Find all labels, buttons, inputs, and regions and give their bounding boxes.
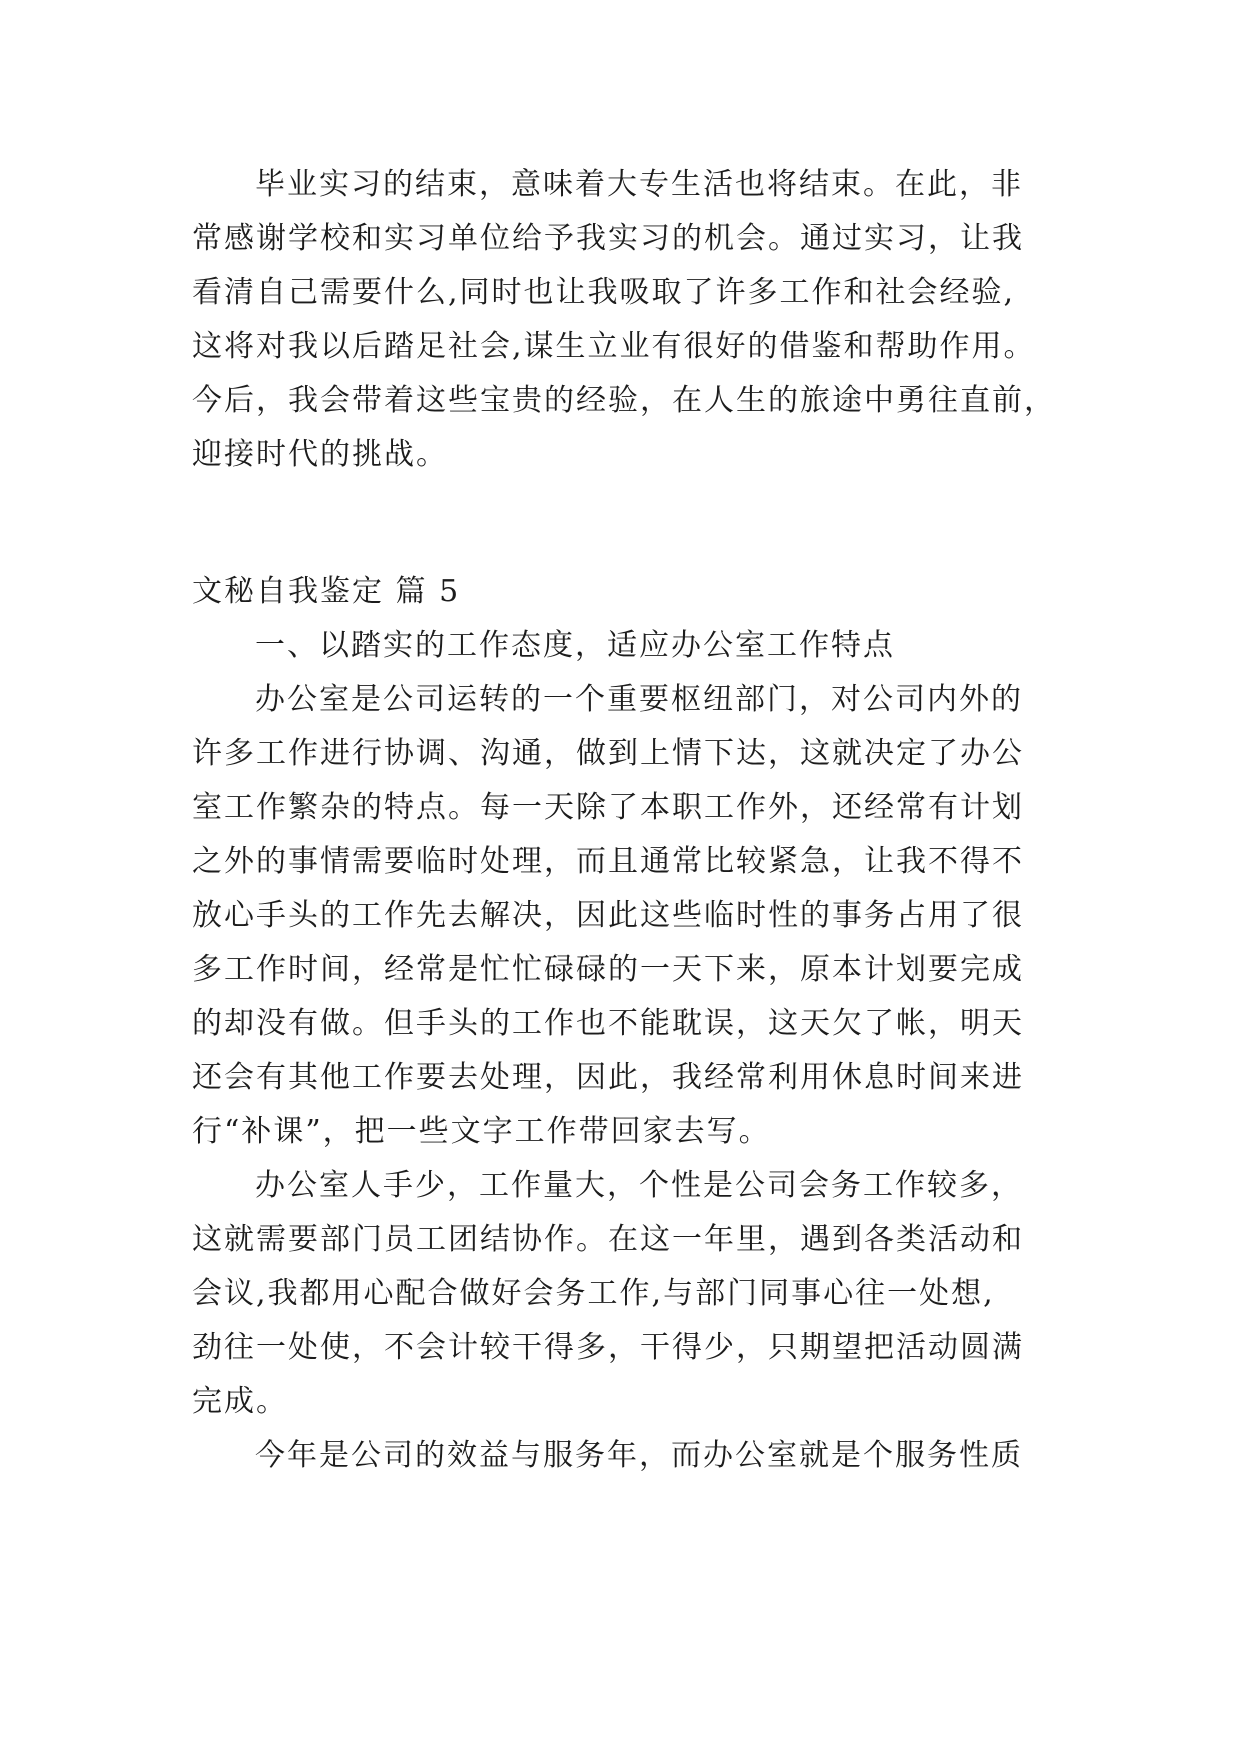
paragraph-line: 放心手头的工作先去解决，因此这些临时性的事务占用了很 — [192, 898, 1024, 933]
paragraph-line: 室工作繁杂的特点。每一天除了本职工作外，还经常有计划 — [192, 790, 1024, 825]
subheading: 一、以踏实的工作态度，适应办公室工作特点 — [255, 628, 895, 663]
paragraph-line: 今年是公司的效益与服务年，而办公室就是个服务性质 — [255, 1438, 1023, 1473]
paragraph-line: 之外的事情需要临时处理，而且通常比较紧急，让我不得不 — [192, 844, 1024, 879]
paragraph-line: 办公室人手少，工作量大，个性是公司会务工作较多， — [255, 1168, 1023, 1203]
paragraph-line: 这将对我以后踏足社会,谋生立业有很好的借鉴和帮助作用。 — [192, 329, 1036, 364]
paragraph-line: 还会有其他工作要去处理，因此，我经常利用休息时间来进 — [192, 1060, 1024, 1095]
paragraph-line: 看清自己需要什么,同时也让我吸取了许多工作和社会经验, — [192, 275, 1016, 310]
paragraph-line: 办公室是公司运转的一个重要枢纽部门，对公司内外的 — [255, 682, 1023, 717]
paragraph-line: 的却没有做。但手头的工作也不能耽误，这天欠了帐，明天 — [192, 1006, 1024, 1041]
paragraph-line: 迎接时代的挑战。 — [192, 437, 448, 472]
paragraph-line: 会议,我都用心配合做好会务工作,与部门同事心往一处想, — [192, 1276, 995, 1311]
paragraph-line: 常感谢学校和实习单位给予我实习的机会。通过实习，让我 — [192, 221, 1024, 256]
paragraph-line: 完成。 — [192, 1384, 288, 1419]
paragraph-line: 今后，我会带着这些宝贵的经验，在人生的旅途中勇往直前， — [192, 383, 1056, 418]
paragraph-line: 多工作时间，经常是忙忙碌碌的一天下来，原本计划要完成 — [192, 952, 1024, 987]
paragraph-line: 毕业实习的结束，意味着大专生活也将结束。在此，非 — [255, 167, 1023, 202]
paragraph-line: 这就需要部门员工团结协作。在这一年里，遇到各类活动和 — [192, 1222, 1024, 1257]
paragraph-line: 劲往一处使，不会计较干得多，干得少，只期望把活动圆满 — [192, 1330, 1024, 1365]
section-title: 文秘自我鉴定 篇 5 — [192, 574, 461, 609]
paragraph-line: 行“补课”，把一些文字工作带回家去写。 — [192, 1114, 771, 1149]
paragraph-line: 许多工作进行协调、沟通，做到上情下达，这就决定了办公 — [192, 736, 1024, 771]
